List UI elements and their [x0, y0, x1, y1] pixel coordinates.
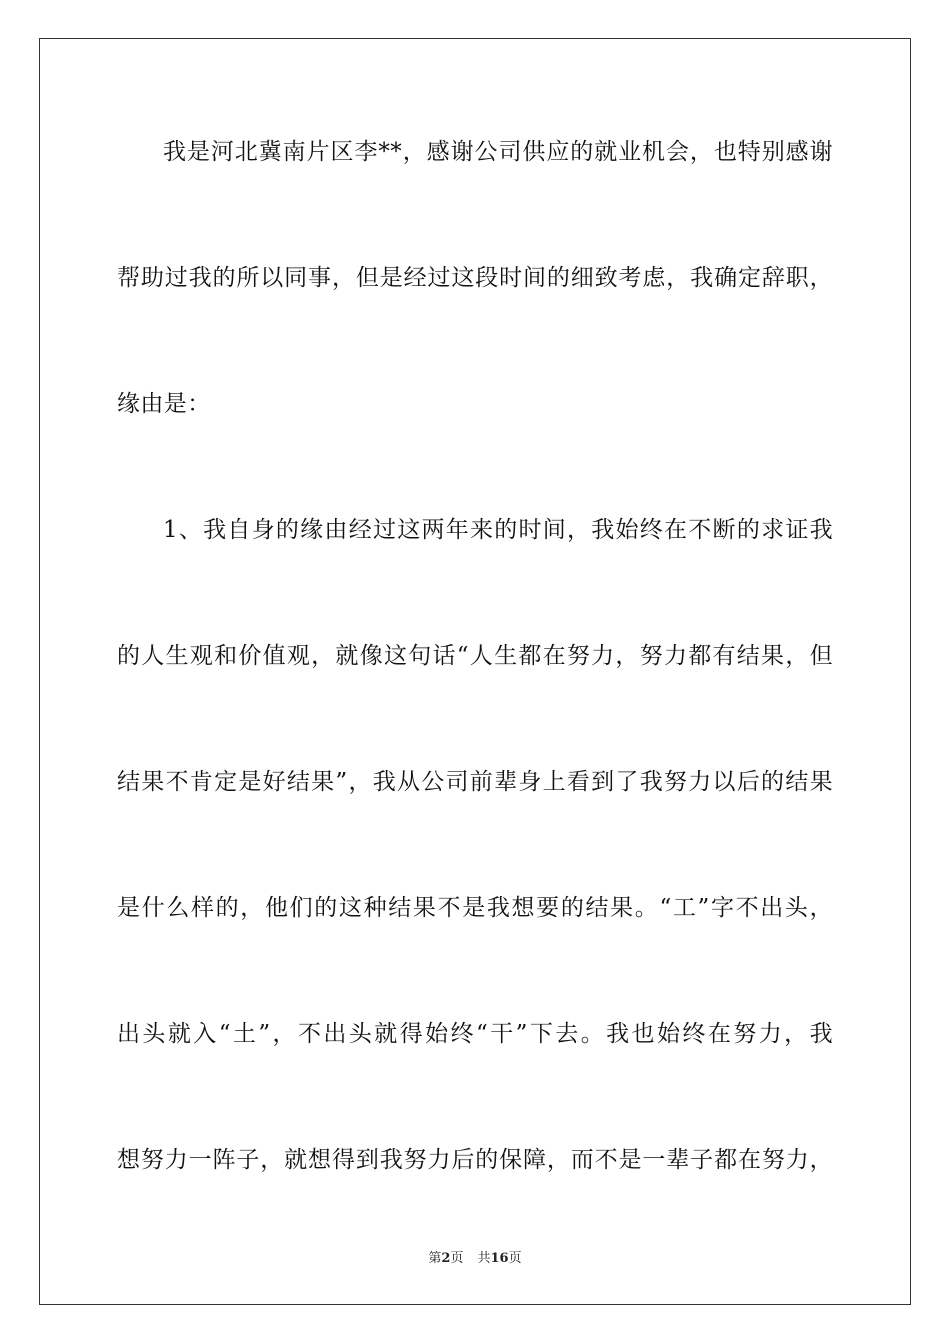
- page-number: 2: [441, 1251, 451, 1266]
- paragraph-line: 的人生观和价值观，就像这句话“人生都在努力，努力都有结果，但: [117, 643, 833, 669]
- total-pages: 16: [490, 1251, 509, 1266]
- page-suffix: 页: [450, 1251, 464, 1266]
- paragraph-line: 缘由是：: [117, 391, 211, 417]
- document-body: [117, 130, 833, 1264]
- paragraph-line: 结果不肯定是好结果”，我从公司前辈身上看到了我努力以后的结果: [117, 769, 833, 795]
- paragraph-line: 出头就入“土”，不出头就得始终“干”下去。我也始终在努力，我: [117, 1021, 833, 1047]
- paragraph-line: 1、我自身的缘由经过这两年来的时间，我始终在不断的求证我: [163, 517, 833, 543]
- total-prefix: 共: [477, 1251, 491, 1266]
- page-prefix: 第: [428, 1251, 442, 1266]
- paragraph-line: 帮助过我的所以同事，但是经过这段时间的细致考虑，我确定辞职，: [117, 265, 833, 291]
- total-suffix: 页: [508, 1251, 522, 1266]
- paragraph-line: 想努力一阵子，就想得到我努力后的保障，而不是一辈子都在努力，: [117, 1147, 833, 1173]
- page-footer: [0, 1247, 950, 1266]
- paragraph-line: 是什么样的，他们的这种结果不是我想要的结果。“工”字不出头，: [117, 895, 833, 921]
- paragraph-line: 我是河北冀南片区李**，感谢公司供应的就业机会，也特别感谢: [163, 139, 833, 165]
